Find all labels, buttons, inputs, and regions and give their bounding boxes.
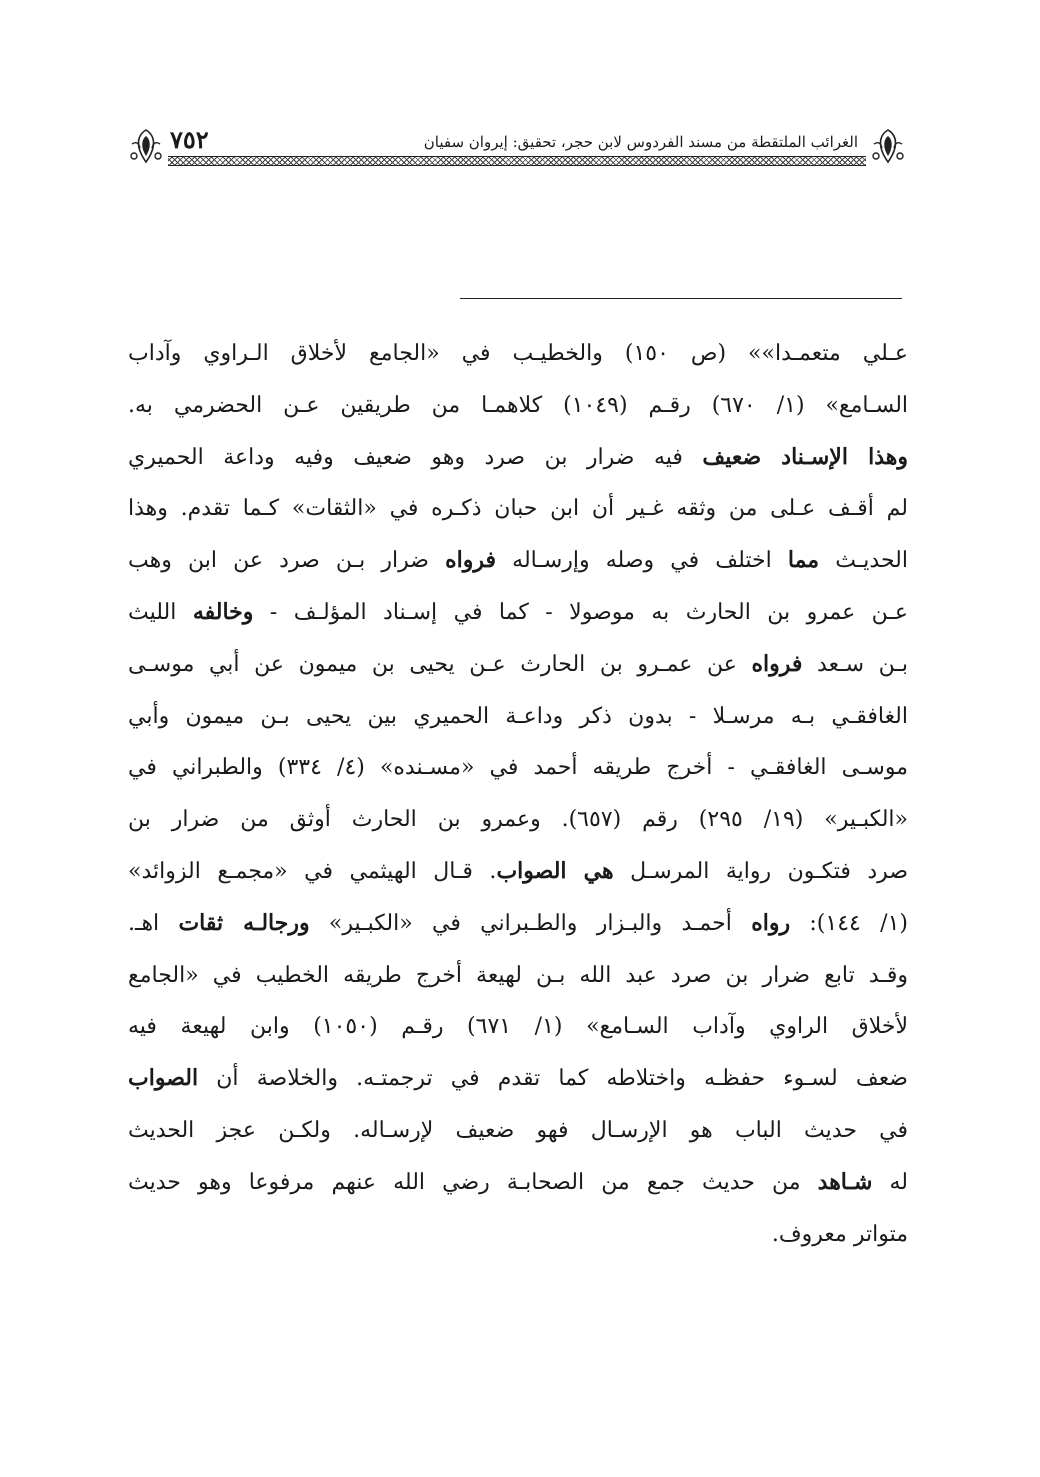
text-run: اختلف في وصله وإرسـاله	[496, 548, 788, 574]
bold-text-run: وخالفه	[192, 598, 254, 625]
footnote-separator-rule	[460, 298, 902, 299]
text-run: «الكبـير» (١٩/ ٢٩٥) رقم (٦٥٧). وعمرو بن الحارث أوثق من ضرار بن	[128, 807, 909, 833]
text-run: صرد فتكـون رواية المرسـل	[613, 858, 909, 884]
text-line	[128, 898, 908, 950]
text-line	[128, 794, 908, 846]
text-run: موسـى الغافقـي - أخرج طريقه أحمد في «مسـنده» (٤/ ٣٣٤) والطبراني في	[128, 755, 909, 781]
text-run: عـلي متعمـدا»» (ص ١٥٠) والخطيـب في «الجامع لأخلاق الـراوي وآداب	[128, 341, 908, 366]
bold-text-run: ورجالـه ثقات	[178, 909, 310, 936]
text-line	[128, 950, 908, 1002]
text-run: فيه ضرار بن صرد وهو ضعيف وفيه وداعة الحميري	[128, 444, 703, 470]
text-run: من حديث جمع من الصحابـة رضي الله عنهم مرفوعا وهو حديث	[128, 1169, 818, 1195]
text-run: أحمـد والبـزار والطـبراني في «الكبـير»	[309, 910, 752, 936]
bold-text-run: شـاهد	[817, 1168, 873, 1195]
floral-ornament-icon	[870, 126, 906, 166]
text-run: لأخلاق الراوي وآداب السـامع» (١/ ٦٧١) رقـم (١٠٥٠) وابن لهيعة فيه	[128, 1014, 908, 1040]
text-line	[128, 328, 908, 380]
text-run: ضعف لسـوء حفظـه واختلاطه كما تقدم في ترجمتـه. والخلاصة أن	[198, 1066, 908, 1092]
bold-text-run: الصواب	[128, 1065, 199, 1092]
text-line	[128, 483, 908, 535]
bold-text-run: هي الصواب	[496, 857, 614, 884]
text-line	[128, 1157, 908, 1209]
text-line	[128, 1209, 908, 1261]
text-run: بـن سـعد	[802, 651, 908, 677]
text-run: (١/ ١٤٤):	[790, 910, 908, 936]
text-run: الحديـث	[819, 548, 908, 574]
text-run: . قـال الهيثمي في «مجمـع الزوائد»	[128, 858, 497, 884]
footnote-body-text	[128, 328, 908, 1260]
text-line	[128, 1001, 908, 1053]
text-line	[128, 535, 908, 587]
text-line	[128, 742, 908, 794]
page-number: ٧٥٢	[170, 125, 209, 154]
text-run: في حديث الباب هو الإرسـال فهو ضعيف لإرسـاله. ولكـن عجز الحديث	[128, 1117, 908, 1143]
text-line	[128, 639, 908, 691]
text-run: عـن عمرو بن الحارث به موصولا - كما في إسـناد المؤلـف -	[253, 599, 908, 625]
bold-text-run: فرواه	[445, 547, 497, 574]
text-line	[128, 432, 908, 484]
header-decorative-rule	[168, 156, 866, 166]
text-run: له	[872, 1169, 908, 1195]
text-line	[128, 587, 908, 639]
text-run: اهـ.	[128, 910, 179, 936]
text-run: الغافقـي بـه مرسـلا - بدون ذكر وداعـة الحميري بين يحيى بـن ميمون وأبي	[128, 703, 908, 729]
text-run: عن عمـرو بن الحارث عـن يحيى بن ميمون عن أبي موسـى	[128, 651, 752, 677]
floral-ornament-icon	[128, 126, 164, 166]
text-line	[128, 691, 908, 743]
bold-text-run: رواه	[751, 909, 791, 936]
bold-text-run: فرواه	[751, 650, 803, 677]
text-run: السـامع» (١/ ٦٧٠) رقـم (١٠٤٩) كلاهمـا من طريقين عـن الحضرمي به.	[128, 392, 909, 418]
text-run: وقـد تابع ضرار بن صرد عبد الله بـن لهيعة أخرج طريقه الخطيب في «الجامع	[128, 962, 908, 988]
text-run: لم أقـف عـلى من وثقه غـير أن ابن حبان ذكـره في «الثقات» كـما تقدم. وهذا	[128, 496, 908, 522]
text-line	[128, 380, 908, 432]
text-run: متواتر معروف.	[771, 1221, 908, 1247]
bold-text-run: وهذا الإسـناد ضعيف	[702, 443, 908, 470]
bold-text-run: مما	[787, 547, 820, 574]
running-title: الغرائب الملتقطة من مسند الفردوس لابن حجر، تحقيق: إيروان سفيان	[423, 133, 858, 151]
text-line	[128, 1053, 908, 1105]
text-run: ضرار بـن صرد عن ابن وهب	[128, 548, 446, 574]
text-line	[128, 1105, 908, 1157]
text-line	[128, 846, 908, 898]
running-header	[128, 118, 906, 180]
text-run: الليث	[128, 599, 193, 625]
